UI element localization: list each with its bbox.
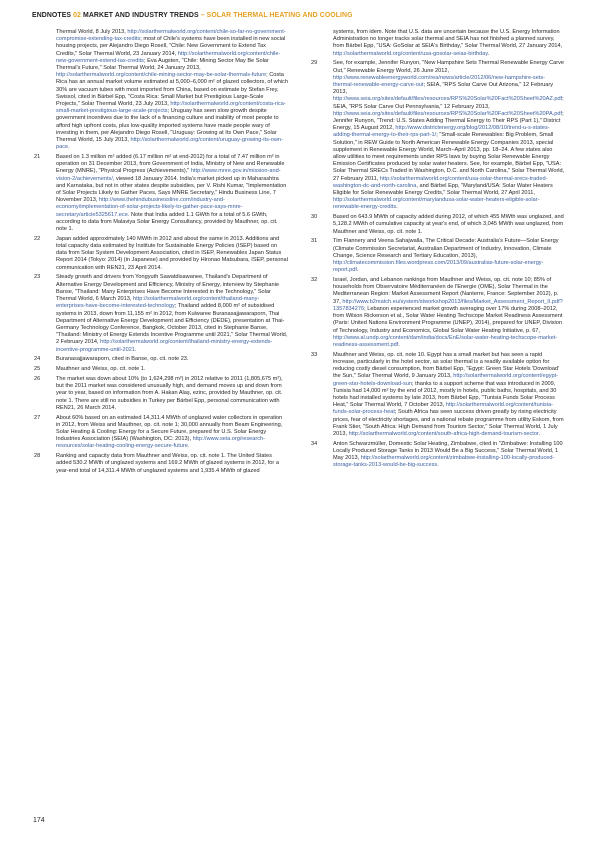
url-link[interactable]: http://www.seia.org/sites/default/files/resources/RPS%20Solar%20Fact%20Sheet%20PA.pdf	[333, 110, 563, 117]
endnote	[33, 274, 288, 353]
endnote	[33, 29, 288, 151]
endnotes-column-left	[33, 29, 288, 477]
url-link[interactable]: http://solarthermalworld.org/content/south-africa-high-demand-tourism-sector	[348, 430, 539, 437]
endnote-text: systems, from idem. Note that U.S. data are uncertain because the U.S. Energy Information Administration no longer tracks solar thermal and SEIA has not finished a planned survey, from Bärbel Epp, "USA: GoSolar at SEIA's Birthday," Solar Thermal World, 27 January 2014, http://solarthermalworld.org/content/usa-gosolar-seias-birthday.	[333, 29, 563, 57]
endnote-text: Steady growth and drivers from Yongyuth Sawatdisawanee, Thailand's Department of Alternative Energy Development and Efficiency, Ministry of Energy, interview by Stephanie Banse, "Thailand: Many Enterprises Have Become Interested in the Technology," Solar Thermal World, 6 March 2013, http://solarthermalworld.org/content/thailand-many-enterprises-have-become-interested-technology; Thailand added 8,000 m² of subsidised systems in 2013, down from 11,155 m² in 2012, from Kulwaree Buranasajjawaraporn, Thai Department of Alternative Energy Development and Efficiency (DEDE), presentation at Thai-Germany Technology Conference, Bangkok, October 2013, cited in Stephanie Banse, "Thailand: Ministry of Energy Extends Incentive Programme until 2021," Solar Thermal World, 2 February 2014, http://solarthermalworld.org/content/thailand-ministry-energy-extends-incentive-programme-until-2021.	[56, 274, 288, 353]
url-link[interactable]: http://www.mnre.gov.in/mission-and-vision-2/achievements/	[56, 168, 281, 182]
endnote-number: 22	[34, 235, 41, 242]
url-link[interactable]: http://solarthermalworld.org/content/chile-mining-sector-may-be-solar-thermals-future	[56, 72, 267, 79]
endnote-number: 23	[34, 274, 41, 281]
endnote-text: Mauthner and Weiss, op. cit. note 1.	[56, 366, 146, 373]
endnote-text: The market was down about 10% (to 1,624,298 m²) in 2012 relative to 2011 (1,805,675 m²), but the 2011 market was considered unusually high, and demand moves up and down from year to year, based on information from A. Hakan Alaş, ezinc, provided by Mauthner, op. cit. note 1. There are still no subsidies in Turkey per Bärbel Epp, personal communication with REN21, 26 March 2014.	[56, 375, 283, 411]
header-separator: –	[200, 12, 205, 19]
endnote-number: 31	[311, 238, 318, 245]
endnote	[310, 352, 565, 438]
endnote-number: 30	[311, 214, 318, 221]
endnote-number: 27	[34, 414, 41, 421]
url-link[interactable]: http://solarthermalworld.org/content/usa-gosolar-seias-birthday	[333, 50, 488, 57]
endnote	[33, 453, 288, 475]
header-topic: SOLAR THERMAL HEATING AND COOLING	[206, 12, 353, 19]
endnote-text: Tim Flannery and Veena Sahajwalla, The Critical Decade: Australia's Future—Solar Energy (Climate Commission Secretariat, Australian Department of Industry, Innovation, Climate Change, Science Research and Tertiary Education, 2013), http://climatecommission.files.wordpress.com/2013/09/australias-future-solar-energy-report.pdf.	[333, 238, 559, 274]
endnote-number: 29	[311, 60, 318, 67]
url-link[interactable]: http://solarthermalworld.org/content/marylandusa-solar-water-heaters-eligible-solar-renewable-energy-credits	[333, 197, 540, 211]
url-link[interactable]: http://solarthermalworld.org/content/thailand-many-enterprises-have-become-interested-technology	[56, 296, 260, 310]
url-link[interactable]: http://solarthermalworld.org/content/usa-solar-thermal-srecs-traded-washington-dc-and-north-carolina	[333, 175, 548, 189]
url-link[interactable]: http://www.seia.org/research-resources/solar-heating-cooling-energy-secure-future	[56, 436, 266, 450]
url-link[interactable]: http://www.al.undp.org/content/dam/india/docs/EnE/solar-water-heating-techscope-market-readiness-assessment.pdf	[333, 334, 558, 348]
endnote	[310, 277, 565, 349]
endnote	[310, 29, 565, 58]
endnote-number: 26	[34, 375, 41, 382]
url-link[interactable]: http://solarthermalworld.org/content/egypt-green-star-hotels-download-sun	[333, 373, 559, 387]
endnote-text: Based on 643.9 MWth of capacity added during 2012, of which 455 MWth was unglazed, and 5,128.2 MWth of cumulative capacity at year's end, of which 3,045 MWth was unglazed, from Mauthner and Weiss, op. cit. note 1.	[333, 214, 564, 235]
endnotes-column-right	[310, 29, 565, 472]
endnote-text: Thermal World, 8 July 2013, http://solarthermalworld.org/content/chile-so-far-no-government-compromise-extending-tax-credits; most of Chile's systems have been installed in new social housing projects, per Alejandro Diego Rosell, "Chile: New Government to Extend Tax Credits," Solar Thermal World, 23 January 2014, http://solarthermalworld.org/content/chile-new-government-extend-tax-credits; Eva Augsten, "Chile: Mining Sector May Be Solar Thermal's Future," Solar Thermal World, 24 January 2013, http://solarthermalworld.org/content/chile-mining-sector-may-be-solar-thermals-future; Costa Rica has an annual market volume estimated at 5,000–6,000 m² of glazed collectors, of which 30% are vacuum tubes with most imported from China, based on estimate by Stefan Frey, Swissol, cited in Bärbel Epp, "Costa Rica: Small Market but Prestigious Large-Scale Projects," Solar Thermal World, 23 July 2013, http://solarthermalworld.org/content/costa-rica-small-market-prestigious-large-scale-projects; Uruguay has seen slow growth despite government incentives due to the lack of a financing culture and inability of most people to afford high upfront costs, plus low-quality imported systems have made people wary of investing in them, per Alejandro Diego Rosell, "Uruguay: Growing at Its Own Pace," Solar Thermal World, 15 July 2013, http://solarthermalworld.org/content/uruguay-growing-its-own-pace.	[56, 29, 288, 151]
endnote-text: Based on 1.3 million m² added (6.17 million m² at end-2012) for a total of 7.47 million m² in operation on 31 December 2013, from Government of India, Ministry of New and Renewable Energy (MNRE), "Physical Progress (Achievements)," http://www.mnre.gov.in/mission-and-vision-2/achievements/, viewed 18 January 2014. India's market picked up in Maharashtra and Karnataka, but not in other states despite subsidies, per V. Rishi Kumar, "Implementation of Solar Projects Likely to Gather Paces, Says MNRE Secretary," Hindu Business Line, 7 November 2013, http://www.thehindubusinessline.com/industry-and-economy/implementation-of-solar-projects-likely-to-gather-pace-says-mnre-secretary/article5325617.ece. Note that India added 1.1 GWth for a total of 5.6 GWth, according to data from Malaviya Solar Energy Consultancy, provided by Mauthner, op. cit. note 1.	[56, 154, 287, 233]
endnote-number: 21	[34, 154, 41, 161]
endnote-number: 28	[34, 453, 41, 460]
url-link[interactable]: http://www.seia.org/sites/default/files/resources/RPS%20Solar%20Fact%20Sheet%20AZ.pdf	[333, 96, 563, 103]
endnote	[33, 376, 288, 412]
endnote-text: About 60% based on an estimated 14,311.4 MWth of unglazed water collectors in operation in 2012, from Weiss and Mauthner, op. cit. note 1; 30,000 annually from Beam Engineering, Solar Heating & Cooling: Energy for a Secure Future, prepared for U.S. Solar Energy Industries Association (SEIA) (Washington, DC: 2013), http://www.seia.org/research-resources/solar-heating-cooling-energy-secure-future.	[56, 414, 283, 450]
header-chapter-number: 02	[73, 12, 81, 19]
url-link[interactable]: http://solarthermalworld.org/content/chile-so-far-no-government-compromise-extending-tax-credits	[56, 29, 286, 43]
page-number: 174	[33, 817, 45, 824]
endnote-text: Anton Schwarzmüller, Domestic Solar Heating, Zimbabwe, cited in "Zimbabwe: Installing 100 Locally Produced Storage Tanks in 2013 Would Be a Big Success," Solar Thermal World, 1 May 2013, http://solarthermalworld.org/content/zimbabwe-installing-100-locally-produced-storage-tanks-2013-would-be-big-success.	[333, 440, 563, 469]
endnote	[33, 154, 288, 233]
url-link[interactable]: http://www.b2match.eu/system/stworkshop2013/files/Market_Assessment_Report_II.pdf?1357834276	[333, 298, 563, 312]
url-link[interactable]: http://solarthermalworld.org/content/thailand-ministry-energy-extends-incentive-programme-until-2021	[56, 339, 273, 353]
url-link[interactable]: http://www.thehindubusinessline.com/industry-and-economy/implementation-of-solar-projects-likely-to-gather-pace-says-mnre-secretary/article5325617.ece.	[56, 197, 243, 218]
running-header	[32, 12, 565, 19]
url-link[interactable]: http://www.renewableenergyworld.com/rea/news/article/2012/06/new-hampshire-sets-thermal-renewable-energy-carve-out	[333, 74, 546, 89]
endnote-text: See, for example, Jennifer Runyon, "New Hampshire Sets Thermal Renewable Energy Carve Out," Renewable Energy World, 26 June 2012, http://www.renewableenergyworld.com/rea/news/article/2012/06/new-hampshire-sets-thermal-renewable-energy-carve-out; SEIA, "RPS Solar Carve Out Arizona," 12 February 2013, http://www.seia.org/sites/default/files/resources/RPS%20Solar%20Fact%20Sheet%20AZ.pdf; SEIA, "RPS Solar Carve Out Pennsylvania," 12 February 2013, http://www.seia.org/sites/default/files/resources/RPS%20Solar%20Fact%20Sheet%20PA.pdf; Jennifer Runyon, "Trend: U.S. States Adding Thermal Energy to Their RPS (Part 1)," District Energy, 15 August 2012, http://www.districtenergy.org/blog/2012/08/10/trend-u-s-states-adding-thermal-energy-to-their-rps-part-1/; "Small-scale Renewables: Big Problem, Small Solution," in REW Guide to North American Renewable Energy Companies 2013, special supplement in Renewable Energy World, March–April 2013, pp. 18–24. A few states also allow utilities to meet requirements under RPS laws by buying Solar Renewable Energy Emission Certificates produced by solar water heaters. See, for example, Bärbel Epp, "USA: Solar Thermal SRECs Traded in Washington, D.C. and North Carolina," Solar Thermal World, 27 February 2011, http://solarthermalworld.org/content/usa-solar-thermal-srecs-traded-washington-dc-and-north-carolina, and Bärbel Epp, "Maryland/USA: Solar Water Heaters Eligible for Solar Renewable Energy Credits," Solar Thermal World, 27 April 2011, http://solarthermalworld.org/content/marylandusa-solar-water-heaters-eligible-solar-renewable-energy-credits.	[333, 60, 565, 211]
endnote	[33, 236, 288, 272]
endnote	[33, 356, 288, 363]
url-link[interactable]: http://solarthermalworld.org/content/chile-new-government-extend-tax-credits	[56, 50, 281, 64]
endnote-text: Ranking and capacity data from Mauthner and Weiss, op. cit. note 1. The United States added 530.2 MWth of unglazed systems and 169.2 MWth of glazed systems in 2012, for a year-end total of 14,311.4 MWth of unglazed systems and 1,935.4 MWth of glazed	[56, 453, 279, 474]
url-link[interactable]: http://solarthermalworld.org/content/zimbabwe-installing-100-locally-produced-storage-tanks-2013-would-be-big-success	[333, 455, 555, 469]
url-link[interactable]: http://solarthermalworld.org/content/costa-rica-small-market-prestigious-large-scale-projects	[56, 101, 286, 115]
endnote-text: Buranasajjawaraporn, cited in Banse, op. cit. note 23.	[56, 356, 189, 363]
url-link[interactable]: http://solarthermalworld.org/content/tunisia-funds-solar-process-heat	[333, 402, 554, 416]
endnote-number: 33	[311, 351, 318, 358]
endnote	[310, 60, 565, 211]
endnote	[310, 214, 565, 236]
endnote-number: 24	[34, 356, 41, 363]
endnote-number: 34	[311, 440, 318, 447]
endnote-text: Mauthner and Weiss, op. cit. note 10. Egypt has a small market but has seen a rapid increase, particularly in the hotel sector, as solar thermal is a readily available option for reducing costly diesel consumption, from Bärbel Epp, "Egypt: Green Star Hotels 'Download' the Sun," Solar Thermal World, 9 January 2013, http://solarthermalworld.org/content/egypt-green-star-hotels-download-sun; thanks to a support scheme that was introduced in 2009, Tunisia had 14,000 m² by the end of 2012, mostly in hotels, public baths, hospitals, and 30 hotels had installed systems by late 2013, from Bärbel Epp, "Tunisia Funds Solar Process Heat," Solar Thermal World, 7 October 2013, http://solarthermalworld.org/content/tunisia-funds-solar-process-heat; South Africa has seen success driven greatly by rising electricity prices, fear of electricity shortages, and a national rebate programme from utility Eskom, from Frank Stier, "South Africa: High Demand from Tourism Sector," Solar Thermal World, 1 July 2013, http://solarthermalworld.org/content/south-africa-high-demand-tourism-sector.	[333, 351, 564, 437]
url-link[interactable]: http://www.districtenergy.org/blog/2012/08/10/trend-u-s-states-adding-thermal-energy-to-their-rps-part-1/	[333, 125, 550, 139]
endnote	[310, 441, 565, 470]
header-chapter-title: MARKET AND INDUSTRY TRENDS	[83, 12, 199, 19]
header-section: ENDNOTES	[32, 12, 72, 19]
endnote-number: 25	[34, 366, 41, 373]
endnote-text: Japan added approximately 140 MWth in 2012 and about the same in 2013. Additions and total capacity data estimated by Institute for Sustainable Energy Policies (ISEP) based on data from Solar System Development Association, cited in ISEP, Renewables Japan Status Report 2014 (Tokyo: 2014) (in Japanese) and provided by Hironao Matsubara, ISEP, personal communication with REN21, 23 April 2014.	[56, 235, 288, 271]
endnote-text: Israel, Jordan, and Lebanon rankings from Mauthner and Weiss, op. cit. note 10; 85% of households from Observatoire Méditerranéen de l'Energie (OME), Solar Thermal in the Mediterranean Region: Market Assessment Report (Nanterre, France: September 2012), p. 37, http://www.b2match.eu/system/stworkshop2013/files/Market_Assessment_Report_II.pdf?1357834276; Lebanon experienced market growth averaging over 17% during 2008–2012, from Wilson Rickerson et al., Solar Water Heating Techscope Market Readiness Assessment (Paris: United Nations Environment Programme (UNEP), 2014), prepared for UNEP, Division of Technology, Industry and Economics, Global Solar Water Heating Initiative, p. 67, http://www.al.undp.org/content/dam/india/docs/EnE/solar-water-heating-techscope-market-readiness-assessment.pdf.	[333, 277, 563, 348]
url-link[interactable]: http://solarthermalworld.org/content/uruguay-growing-its-own-pace	[56, 137, 283, 151]
endnote	[33, 366, 288, 373]
endnote	[33, 415, 288, 451]
url-link[interactable]: http://climatecommission.files.wordpress.com/2013/09/australias-future-solar-energy-report.pdf	[333, 260, 544, 274]
endnote	[310, 238, 565, 274]
endnote-number: 32	[311, 277, 318, 284]
